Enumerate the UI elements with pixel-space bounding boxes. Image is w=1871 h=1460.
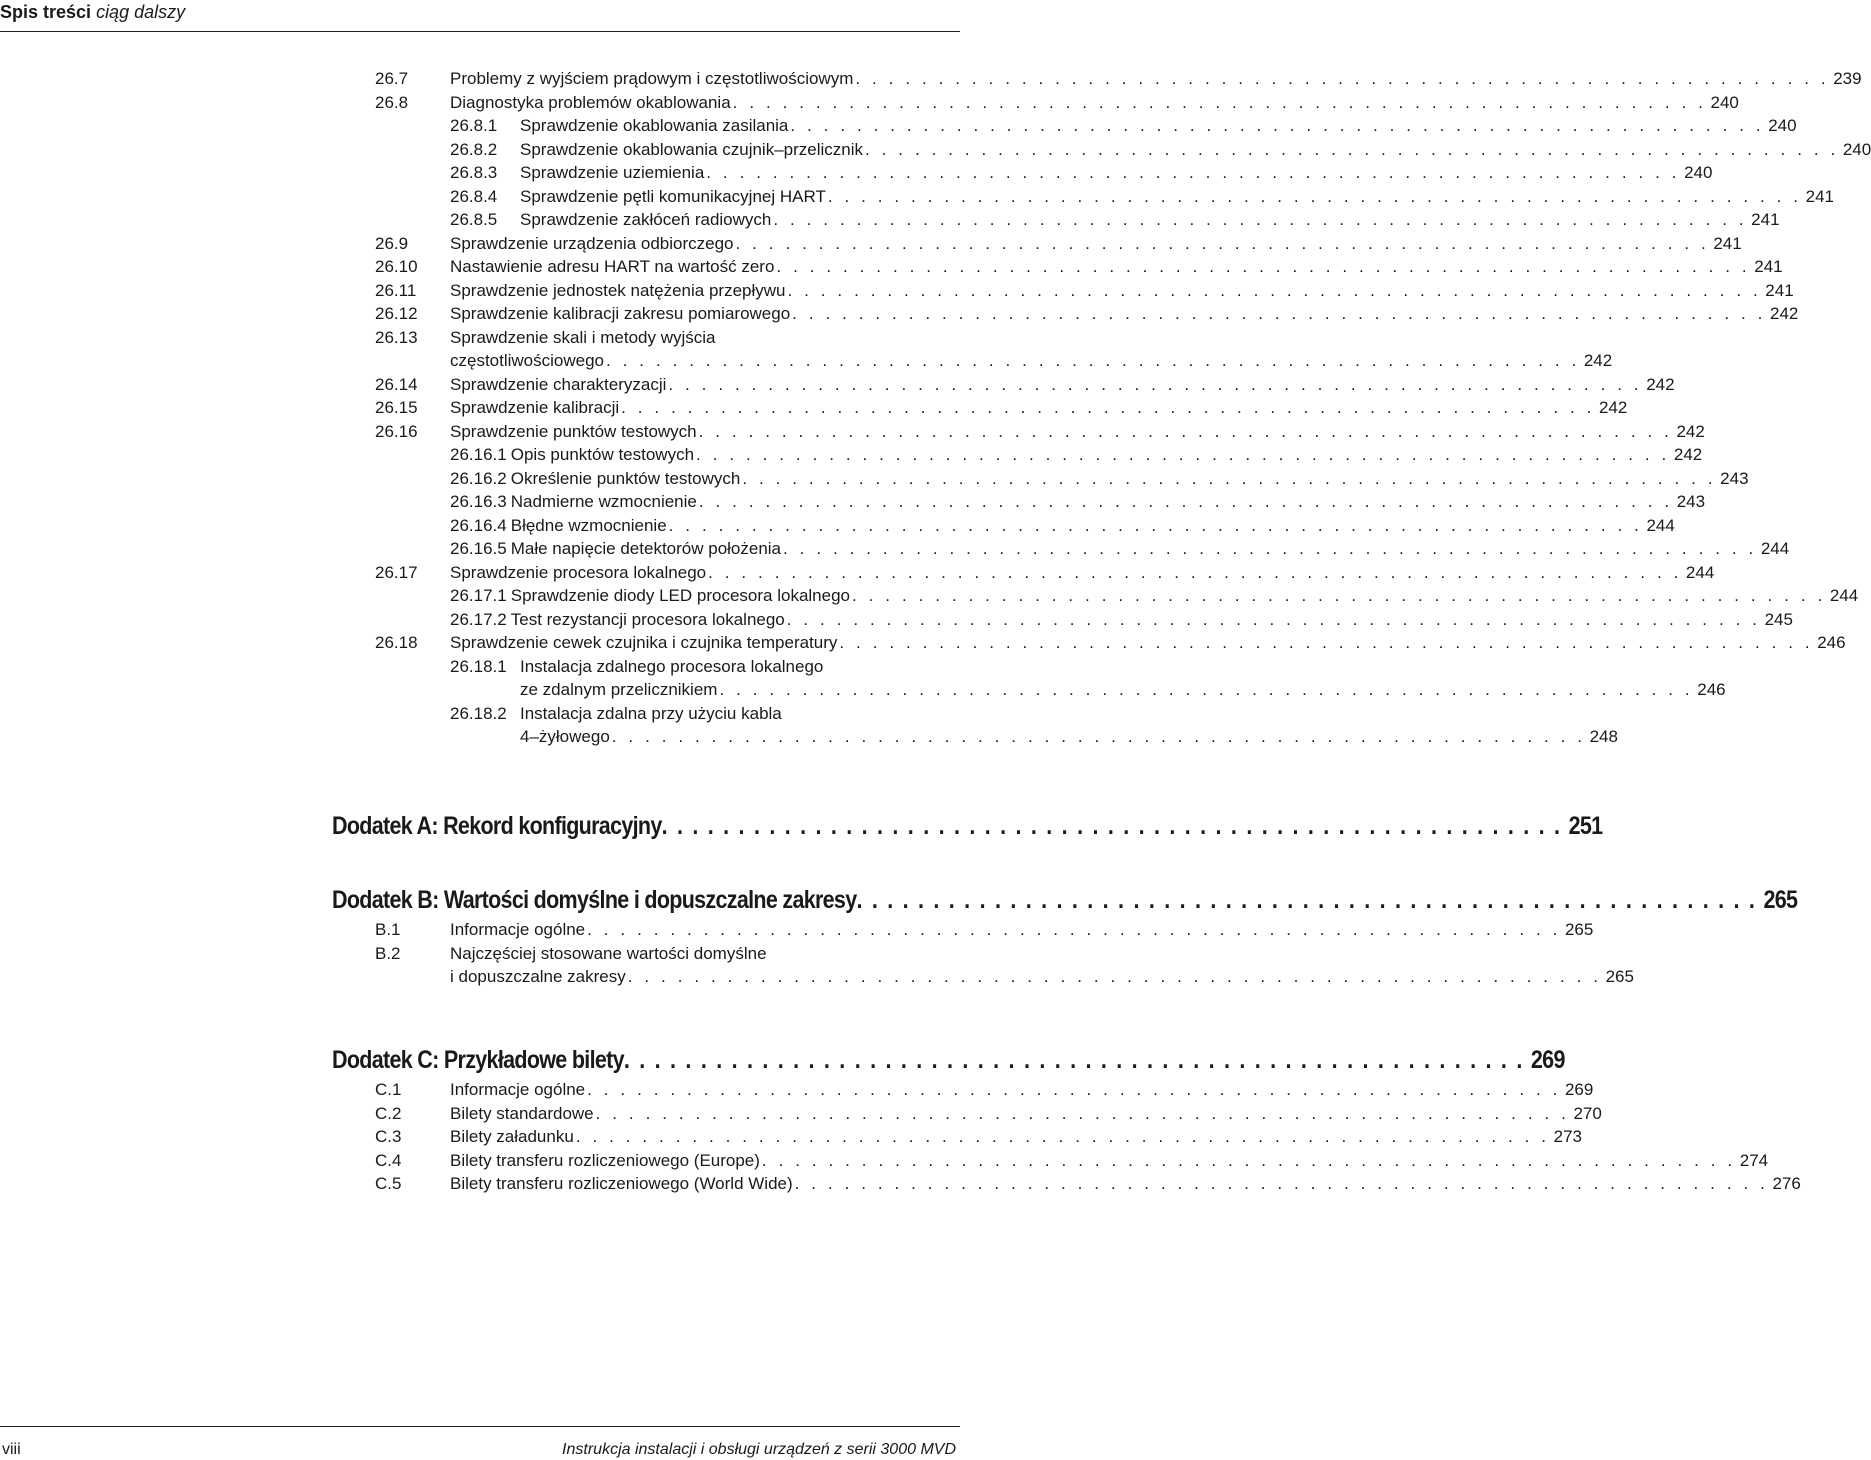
toc-entry-number: C.2 — [375, 1103, 402, 1123]
leader-dots: . . . . . . . . . . . . . . . . . . . . . . . . . . . . . . . . . . . . . . . . . . . . . . . . . . . . . . . . . . . — [587, 1080, 1561, 1099]
leader-dots: . . . . . . . . . . . . . . . . . . . . . . . . . . . . . . . . . . . . . . . . . . . . . . . . . . . . . . . . . . . — [623, 1046, 1525, 1074]
toc-subentry — [450, 114, 1797, 138]
toc-entry — [375, 91, 1739, 115]
leader-dots: . . . . . . . . . . . . . . . . . . . . . . . . . . . . . . . . . . . . . . . . . . . . . . . . . . . . . . . . . . . — [761, 1150, 1736, 1170]
toc-entry — [375, 255, 1783, 279]
toc-entry-title: Problemy z wyjściem prądowym i częstotliwościowym — [450, 69, 854, 88]
leader-dots: . . . . . . . . . . . . . . . . . . . . . . . . . . . . . . . . . . . . . . . . . . . . . . . . . . . . . . . . . . . — [856, 886, 1757, 914]
toc-entry-title: Sprawdzenie kalibracji — [450, 398, 620, 417]
leader-dots: . . . . . . . . . . . . . . . . . . . . . . . . . . . . . . . . . . . . . . . . . . . . . . . . . . . . . . . . . . . — [852, 586, 1826, 605]
toc-subentry-number: 26.16.5 — [450, 539, 507, 558]
leader-dots: . . . . . . . . . . . . . . . . . . . . . . . . . . . . . . . . . . . . . . . . . . . . . . . . . . . . . . . . . . . — [595, 1103, 1570, 1123]
toc-entry-title: Sprawdzenie procesora lokalnego — [450, 562, 707, 582]
toc-entry-number: 26.11 — [375, 280, 417, 300]
leader-dots: . . . . . . . . . . . . . . . . . . . . . . . . . . . . . . . . . . . . . . . . . . . . . . . . . . . . . . . . . . . — [696, 445, 1670, 464]
toc-entry-page: 240 — [1710, 92, 1739, 112]
toc-subentry-title: Błędne wzmocnienie — [510, 515, 667, 535]
toc-subentry — [450, 443, 1703, 467]
toc-subentry-number: 26.8.3 — [450, 163, 498, 182]
toc-subentry-number: 26.18.1 — [450, 656, 507, 676]
toc-entry-page: 242 — [1676, 421, 1705, 441]
toc-subentry-page: 240 — [1684, 163, 1713, 182]
leader-dots: . . . . . . . . . . . . . . . . . . . . . . . . . . . . . . . . . . . . . . . . . . . . . . . . . . . . . . . . . . . — [839, 633, 1814, 652]
leader-dots: . . . . . . . . . . . . . . . . . . . . . . . . . . . . . . . . . . . . . . . . . . . . . . . . . . . . . . . . . . . — [611, 727, 1586, 746]
leader-dots: . . . . . . . . . . . . . . . . . . . . . . . . . . . . . . . . . . . . . . . . . . . . . . . . . . . . . . . . . . . — [786, 609, 1761, 629]
appendix-title: Dodatek A: Rekord konfiguracyjny — [332, 812, 662, 840]
appendix-page: 251 — [1568, 812, 1603, 840]
leader-dots: . . . . . . . . . . . . . . . . . . . . . . . . . . . . . . . . . . . . . . . . . . . . . . . . . . . . . . . . . . . — [855, 69, 1830, 88]
toc-subentry-page: 240 — [1842, 139, 1871, 159]
toc-entry-page: 241 — [1765, 280, 1794, 300]
toc-subentry-continuation — [520, 725, 1618, 749]
toc-entry-title: Bilety transferu rozliczeniowego (World Wide) — [450, 1174, 793, 1193]
toc-subentry-page: 245 — [1764, 609, 1793, 629]
toc-entry — [375, 302, 1799, 326]
leader-dots: . . . . . . . . . . . . . . . . . . . . . . . . . . . . . . . . . . . . . . . . . . . . . . . . . . . . . . . . . . . — [661, 812, 1562, 840]
toc-subentry-number: 26.8.2 — [450, 139, 498, 159]
toc-subentry-page: 243 — [1676, 492, 1706, 511]
leader-dots: . . . . . . . . . . . . . . . . . . . . . . . . . . . . . . . . . . . . . . . . . . . . . . . . . . . . . . . . . . . — [787, 280, 1762, 300]
toc-entry-number: 26.12 — [375, 304, 418, 323]
appendix-heading — [332, 1046, 1565, 1075]
toc-subentry — [450, 161, 1713, 185]
toc-subentry — [450, 537, 1790, 561]
toc-entry — [375, 918, 1594, 942]
toc-subentry-title: Nadmierne wzmocnienie — [510, 492, 697, 511]
toc-subentry-title: Sprawdzenie diody LED procesora lokalnego — [510, 586, 850, 605]
leader-dots: . . . . . . . . . . . . . . . . . . . . . . . . . . . . . . . . . . . . . . . . . . . . . . . . . . . . . . . . . . . — [698, 421, 1673, 441]
toc-entry-title-line2: częstotliwościowego — [450, 351, 605, 370]
toc-entry-title: Najczęściej stosowane wartości domyślne — [450, 943, 767, 963]
toc-entry-number: 26.14 — [375, 374, 418, 394]
header-title — [0, 2, 185, 23]
toc-entry-page: 244 — [1685, 562, 1715, 582]
toc-entry — [375, 279, 1794, 303]
leader-dots: . . . . . . . . . . . . . . . . . . . . . . . . . . . . . . . . . . . . . . . . . . . . . . . . . . . . . . . . . . . — [575, 1127, 1550, 1146]
toc-entry-continuation — [450, 349, 1613, 373]
toc-subentry-page: 248 — [1589, 727, 1618, 746]
leader-dots: . . . . . . . . . . . . . . . . . . . . . . . . . . . . . . . . . . . . . . . . . . . . . . . . . . . . . . . . . . . — [742, 468, 1717, 488]
leader-dots: . . . . . . . . . . . . . . . . . . . . . . . . . . . . . . . . . . . . . . . . . . . . . . . . . . . . . . . . . . . — [735, 233, 1710, 253]
toc-entry-page: 269 — [1564, 1080, 1594, 1099]
toc-entry — [375, 1102, 1602, 1126]
toc-subentry-number: 26.18.2 — [450, 703, 507, 723]
leader-dots: . . . . . . . . . . . . . . . . . . . . . . . . . . . . . . . . . . . . . . . . . . . . . . . . . . . . . . . . . . . — [783, 539, 1757, 558]
toc-entry — [375, 326, 958, 350]
toc-subentry-title-line2: 4–żyłowego — [520, 727, 610, 746]
leader-dots: . . . . . . . . . . . . . . . . . . . . . . . . . . . . . . . . . . . . . . . . . . . . . . . . . . . . . . . . . . . — [827, 186, 1802, 206]
toc-entry-number: C.4 — [375, 1150, 402, 1170]
toc-subentry-page: 242 — [1673, 445, 1703, 464]
toc-subentry-title: Opis punktów testowych — [510, 445, 695, 464]
toc-entry-title: Sprawdzenie skali i metody wyjścia — [450, 327, 716, 347]
leader-dots: . . . . . . . . . . . . . . . . . . . . . . . . . . . . . . . . . . . . . . . . . . . . . . . . . . . . . . . . . . . — [668, 515, 1643, 535]
leader-dots: . . . . . . . . . . . . . . . . . . . . . . . . . . . . . . . . . . . . . . . . . . . . . . . . . . . . . . . . . . . — [708, 562, 1682, 582]
toc-subentry — [450, 208, 1780, 232]
toc-entry-title: Sprawdzenie jednostek natężenia przepływu — [450, 280, 786, 300]
toc-subentry — [450, 185, 1835, 209]
toc-entry-number: 26.16 — [375, 421, 418, 441]
leader-dots: . . . . . . . . . . . . . . . . . . . . . . . . . . . . . . . . . . . . . . . . . . . . . . . . . . . . . . . . . . . — [790, 116, 1765, 135]
toc-subentry-number: 26.16.1 — [450, 445, 507, 464]
toc-entry — [375, 396, 1628, 420]
toc-entry-number: B.1 — [375, 920, 401, 939]
toc-entry-page: 274 — [1739, 1150, 1769, 1170]
toc-subentry-page: 244 — [1829, 586, 1859, 605]
toc-entry-title: Sprawdzenie kalibracji zakresu pomiarowego — [450, 304, 791, 323]
toc-entry — [375, 420, 1705, 444]
appendix-page: 265 — [1763, 886, 1798, 914]
toc-subentry — [450, 702, 958, 726]
leader-dots: . . . . . . . . . . . . . . . . . . . . . . . . . . . . . . . . . . . . . . . . . . . . . . . . . . . . . . . . . . . — [606, 351, 1580, 370]
leader-dots: . . . . . . . . . . . . . . . . . . . . . . . . . . . . . . . . . . . . . . . . . . . . . . . . . . . . . . . . . . . — [792, 304, 1766, 323]
appendix-heading — [332, 812, 1603, 841]
leader-dots: . . . . . . . . . . . . . . . . . . . . . . . . . . . . . . . . . . . . . . . . . . . . . . . . . . . . . . . . . . . — [668, 374, 1643, 394]
leader-dots: . . . . . . . . . . . . . . . . . . . . . . . . . . . . . . . . . . . . . . . . . . . . . . . . . . . . . . . . . . . — [865, 139, 1839, 159]
toc-entry — [375, 1078, 1594, 1102]
toc-entry-number: 26.7 — [375, 69, 409, 88]
toc-subentry-title: Test rezystancji procesora lokalnego — [510, 609, 785, 629]
toc-subentry-page: 246 — [1697, 680, 1726, 699]
header-title-italic: ciąg dalszy — [96, 2, 186, 22]
toc-entry-page: 265 — [1564, 920, 1594, 939]
toc-subentry-title: Sprawdzenie uziemienia — [520, 163, 705, 182]
toc-subentry-number: 26.17.1 — [450, 586, 507, 605]
toc-entry-number: 26.18 — [375, 633, 418, 652]
toc-subentry-number: 26.16.3 — [450, 492, 507, 511]
toc-entry — [375, 561, 1715, 585]
appendix-page: 269 — [1530, 1046, 1565, 1074]
leader-dots: . . . . . . . . . . . . . . . . . . . . . . . . . . . . . . . . . . . . . . . . . . . . . . . . . . . . . . . . . . . — [776, 257, 1751, 276]
toc-subentry-number: 26.8.4 — [450, 186, 498, 206]
toc-entry — [375, 631, 1846, 655]
toc-subentry-number: 26.8.1 — [450, 116, 498, 135]
toc-subentry-continuation — [520, 678, 1726, 702]
toc-subentry — [450, 655, 958, 679]
footer-page-number: viii — [2, 1441, 21, 1458]
toc-entry-title: Diagnostyka problemów okablowania — [450, 92, 731, 112]
appendix-heading — [332, 886, 1798, 915]
toc-entry-page: 270 — [1573, 1103, 1602, 1123]
leader-dots: . . . . . . . . . . . . . . . . . . . . . . . . . . . . . . . . . . . . . . . . . . . . . . . . . . . . . . . . . . . — [773, 210, 1748, 229]
toc-subentry-page: 241 — [1751, 210, 1780, 229]
toc-entry-title: Bilety załadunku — [450, 1127, 574, 1146]
leader-dots: . . . . . . . . . . . . . . . . . . . . . . . . . . . . . . . . . . . . . . . . . . . . . . . . . . . . . . . . . . . — [587, 920, 1561, 939]
toc-entry-page: 242 — [1769, 304, 1799, 323]
toc-entry-title: Bilety standardowe — [450, 1103, 594, 1123]
toc-entry-page: 265 — [1605, 967, 1634, 986]
appendix-title: Dodatek B: Wartości domyślne i dopuszczalne zakresy — [332, 886, 857, 914]
toc-entry-title: Sprawdzenie cewek czujnika i czujnika temperatury — [450, 633, 838, 652]
toc-subentry-page: 244 — [1646, 515, 1675, 535]
leader-dots: . . . . . . . . . . . . . . . . . . . . . . . . . . . . . . . . . . . . . . . . . . . . . . . . . . . . . . . . . . . — [732, 92, 1707, 112]
toc-subentry-title: Sprawdzenie pętli komunikacyjnej HART — [520, 186, 826, 206]
toc-entry-number: 26.10 — [375, 257, 418, 276]
toc-entry-number: B.2 — [375, 943, 401, 963]
toc-subentry-title-line2: ze zdalnym przelicznikiem — [520, 680, 718, 699]
toc-subentry — [450, 138, 1871, 162]
toc-entry-title: Sprawdzenie charakteryzacji — [450, 374, 667, 394]
toc-entry-number: C.1 — [375, 1080, 402, 1099]
appendix-title: Dodatek C: Przykładowe bilety — [332, 1046, 624, 1074]
toc-entry — [375, 1149, 1769, 1173]
toc-entry — [375, 942, 958, 966]
leader-dots: . . . . . . . . . . . . . . . . . . . . . . . . . . . . . . . . . . . . . . . . . . . . . . . . . . . . . . . . . . . — [719, 680, 1694, 699]
leader-dots: . . . . . . . . . . . . . . . . . . . . . . . . . . . . . . . . . . . . . . . . . . . . . . . . . . . . . . . . . . . — [794, 1174, 1769, 1193]
toc-subentry — [450, 490, 1706, 514]
toc-entry-continuation — [450, 965, 1634, 989]
toc-subentry-title: Określenie punktów testowych — [510, 468, 741, 488]
leader-dots: . . . . . . . . . . . . . . . . . . . . . . . . . . . . . . . . . . . . . . . . . . . . . . . . . . . . . . . . . . . — [706, 163, 1681, 182]
toc-entry-number: C.5 — [375, 1174, 402, 1193]
leader-dots: . . . . . . . . . . . . . . . . . . . . . . . . . . . . . . . . . . . . . . . . . . . . . . . . . . . . . . . . . . . — [698, 492, 1673, 511]
toc-subentry-number: 26.17.2 — [450, 609, 507, 629]
toc-entry-title: Bilety transferu rozliczeniowego (Europe) — [450, 1150, 760, 1170]
toc-entry-title: Sprawdzenie punktów testowych — [450, 421, 697, 441]
toc-subentry-page: 241 — [1805, 186, 1835, 206]
toc-entry-page: 276 — [1772, 1174, 1801, 1193]
toc-entry-number: C.3 — [375, 1127, 402, 1146]
toc-subentry-title: Sprawdzenie okablowania zasilania — [520, 116, 789, 135]
toc-entry-number: 26.8 — [375, 92, 409, 112]
footer-title: Instrukcja instalacji i obsługi urządzeń z serii 3000 MVD — [562, 1441, 956, 1458]
toc-entry-page: 241 — [1754, 257, 1783, 276]
header-title-bold: Spis treści — [0, 2, 92, 22]
toc-subentry-number: 26.8.5 — [450, 210, 498, 229]
toc-subentry — [450, 514, 1675, 538]
toc-entry-page: 242 — [1598, 398, 1628, 417]
toc-subentry — [450, 467, 1749, 491]
toc-entry — [375, 232, 1742, 256]
page-footer — [0, 1426, 960, 1460]
toc-subentry-page: 244 — [1760, 539, 1790, 558]
toc-entry-page: 273 — [1553, 1127, 1582, 1146]
toc-entry — [375, 1125, 1582, 1149]
toc-entry-page: 242 — [1646, 374, 1675, 394]
leader-dots: . . . . . . . . . . . . . . . . . . . . . . . . . . . . . . . . . . . . . . . . . . . . . . . . . . . . . . . . . . . — [621, 398, 1595, 417]
toc-subentry-page: 240 — [1768, 116, 1797, 135]
toc-entry-page: 242 — [1583, 351, 1613, 370]
toc-entry-title-line2: i dopuszczalne zakresy — [450, 967, 626, 986]
toc-entry-number: 26.15 — [375, 398, 418, 417]
toc-subentry-title: Sprawdzenie okablowania czujnik–przelicznik — [520, 139, 864, 159]
toc-subentry-number: 26.16.2 — [450, 468, 507, 488]
toc-entry-title: Nastawienie adresu HART na wartość zero — [450, 257, 775, 276]
toc-entry — [375, 67, 1862, 91]
toc-entry-title: Informacje ogólne — [450, 920, 586, 939]
toc-entry-page: 246 — [1817, 633, 1846, 652]
toc-entry-page: 241 — [1713, 233, 1742, 253]
toc-subentry — [450, 584, 1859, 608]
toc-subentry — [450, 608, 1793, 632]
toc-entry-number: 26.13 — [375, 327, 418, 347]
toc-entry-title: Sprawdzenie urządzenia odbiorczego — [450, 233, 734, 253]
toc-entry-number: 26.17 — [375, 562, 418, 582]
toc-entry-title: Informacje ogólne — [450, 1080, 586, 1099]
toc-subentry-title: Instalacja zdalna przy użyciu kabla — [520, 703, 782, 723]
toc-subentry-title: Sprawdzenie zakłóceń radiowych — [520, 210, 772, 229]
toc-entry — [375, 1172, 1801, 1196]
page-header — [0, 0, 960, 32]
toc-subentry-title: Instalacja zdalnego procesora lokalnego — [520, 656, 824, 676]
toc-entry — [375, 373, 1675, 397]
leader-dots: . . . . . . . . . . . . . . . . . . . . . . . . . . . . . . . . . . . . . . . . . . . . . . . . . . . . . . . . . . . — [627, 967, 1602, 986]
toc-entry-number: 26.9 — [375, 233, 409, 253]
toc-subentry-page: 243 — [1720, 468, 1749, 488]
toc-subentry-number: 26.16.4 — [450, 515, 507, 535]
toc-subentry-title: Małe napięcie detektorów położenia — [510, 539, 782, 558]
toc-entry-page: 239 — [1833, 69, 1862, 88]
